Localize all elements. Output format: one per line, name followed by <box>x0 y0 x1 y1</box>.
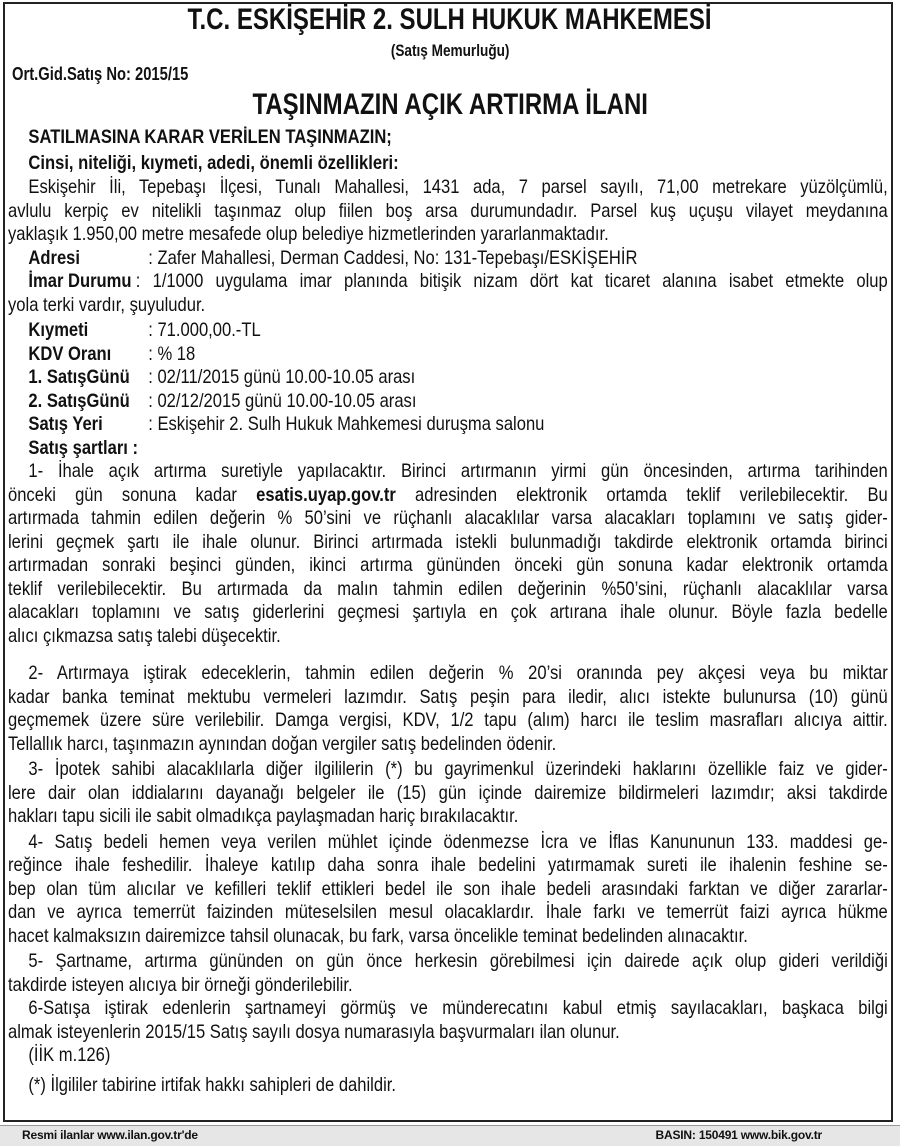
condition-3 <box>8 758 888 829</box>
text-line: kadar banka teminat mektubu vermeleri lazımdır. Satış peşin para iledir, alıcı istekte bulunursa (10) günü <box>8 685 888 708</box>
text-line: artırmada tahmin edilen değerin % 50’sini ve rüçhanlı alacaklılar varsa alacakları toplamını ve satış gider- <box>8 507 888 529</box>
law-reference: (İİK m.126) <box>28 1044 111 1066</box>
text-line: Tellallık harcı, taşınmazın aynından doğan vergiler satış bedelinden ödenir. <box>8 732 557 755</box>
text-line: 4- Satış bedeli hemen veya verilen mühlet içinde ödenmezse İcra ve İflas Kanununun 133. maddesi ge- <box>28 830 888 853</box>
text-line: 5- Şartname, artırma gününden on gün önce herkesin görebilmesi için dairede açık olup gideri verildiği <box>28 950 888 972</box>
text-line: reğince ihale feshedilir. İhaleye katılıp daha sonra ihale bedelini yatırmamak sureti ile ihalenin feshine se- <box>8 854 888 876</box>
condition-1-line: 1- İhale açık artırma suretiyle yapılacaktır. Birinci artırmanın yirmi gün öncesinden, artırma tarihinden <box>28 460 888 482</box>
text-line: 3- İpotek sahibi alacaklılarla diğer ilgililerin (*) bu gayrimenkul üzerindeki haklarını özellikle faiz ve gider- <box>28 758 888 780</box>
detail-vat: KDV Oranı : % 18 <box>28 342 196 365</box>
text-line: geçmemek üzere süre verilebilir. Damga vergisi, KDV, 1/2 tapu (alım) harcı ile teslim masrafları alıcıya aittir. <box>8 709 888 731</box>
text-line: lere dair olan iddialarını dayanağı belgeler ile (15) gün içinde dairemize bildirmeleri lazımdır; aksi takdirde <box>8 781 888 804</box>
text-line: Eskişehir İli, Tepebaşı İlçesi, Tunalı Mahallesi, 1431 ada, 7 parsel sayılı, 71,00 metrekare yüzölçümlü, <box>28 176 888 198</box>
court-title: T.C. ESKİŞEHİR 2. SULH HUKUK MAHKEMESİ <box>187 3 713 36</box>
esatis-link[interactable]: esatis.uyap.gov.tr <box>256 483 396 506</box>
text-line: almak isteyenlerin 2015/15 Satış sayılı dosya numarasıyla başvurmaları ilan olunur. <box>8 1020 620 1043</box>
text-line: lerini geçmek şartı ile ihale olunur. Birinci artırmada istekli bulunmadığı takdirde elektronik ortamda birinci <box>8 530 888 553</box>
detail-sale-date-2: 2. SatışGünü : 02/12/2015 günü 10.00-10.05 arası <box>28 389 417 412</box>
text-line: alıcı çıkmazsa satış talebi düşecektir. <box>8 624 281 647</box>
text-line: alacakları toplamını ve satış giderlerini geçmesi şartıyla en çok artırana ihale olunur. Böyle fazla bedelle <box>8 601 888 623</box>
file-number: Ort.Gid.Satış No: 2015/15 <box>12 64 189 84</box>
section-heading: SATILMASINA KARAR VERİLEN TAŞINMAZIN; <box>28 126 392 148</box>
conditions-heading: Satış şartları : <box>28 436 139 459</box>
text-line: hacet kalmaksızın dairemizce tahsil olunacak, bu fark, varsa öncelikle teminat bedelinden alınacaktır. <box>8 924 748 947</box>
property-description <box>8 176 888 247</box>
detail-sale-place: Satış Yeri : Eskişehir 2. Sulh Hukuk Mahkemesi duruşma salonu <box>28 413 545 435</box>
section-subheading: Cinsi, niteliği, kıymeti, adedi, önemli özellikleri: <box>28 152 399 174</box>
footer-ilan-link[interactable]: Resmi ilanlar www.ilan.gov.tr'de <box>22 1128 198 1142</box>
text-line: hakları tapu sicili ile sabit olmadıkça paylaşmadan hariç bırakılacaktır. <box>8 805 519 827</box>
text-line: dan ve ayrıca temerrüt faizinden müteselsilen mesul olacaklardır. İhale farkı ve temerrüt faizi ayrıca hükme <box>8 901 888 923</box>
detail-value: Kıymeti : 71.000,00.-TL <box>28 319 261 341</box>
condition-2 <box>8 662 888 756</box>
text-line: artırmadan sonraki beşinci günden, ikinci artırma gününden önceki gün sonuna kadar elektronik ortamda <box>8 554 888 576</box>
text-line: 2- Artırmaya iştirak edeceklerin, tahmin edilen değerin % 20’si oranında pey akçesi veya bu miktar <box>28 662 888 684</box>
detail-zoning: İmar Durumu : 1/1000 uygulama imar planında bitişik nizam dört kat ticaret alanına isabet etmekte olup <box>28 270 888 292</box>
notice-body <box>8 124 888 1097</box>
text-line: teklif verilebilecektir. Bu artırmada da malın tahmin edilen değerinin %50’sini, rüçhanlı alacaklılar varsa <box>8 577 888 600</box>
text-line: 6-Satışa iştirak edenlerin şartnameyi görmüş ve münderecatını kabul etmiş sayılacakları, başkaca bilgi <box>28 997 888 1019</box>
condition-1-line: önceki gün sonuna kadar esatis.uyap.gov.tr adresinden elektronik ortamda teklif verilebilecektir. Bu <box>8 483 888 506</box>
footer-press-info[interactable]: BASIN: 150491 www.bik.gov.tr <box>655 1128 822 1142</box>
notice-title: TAŞINMAZIN AÇIK ARTIRMA İLANI <box>252 88 648 121</box>
condition-5 <box>8 950 888 997</box>
text-line: avlulu kerpiç ev nitelikli taşınmaz olup fiilen boş arsa durumundadır. Parsel kuş uçuşu vilayet meydanına <box>8 199 888 222</box>
detail-address: Adresi : Zafer Mahallesi, Derman Caddesi, No: 131-Tepebaşı/ESKİŞEHİR <box>28 246 638 269</box>
office-subtitle: (Satış Memurluğu) <box>390 41 510 60</box>
condition-6 <box>8 997 888 1044</box>
footer-bar <box>0 1125 900 1146</box>
detail-sale-date-1: 1. SatışGünü : 02/11/2015 günü 10.00-10.05 arası <box>28 366 416 388</box>
footnote: (*) İlgililer tabirine irtifak hakkı sahipleri de dahildir. <box>28 1073 396 1096</box>
detail-zoning-cont: yola terki vardır, şuyuludur. <box>8 293 206 316</box>
condition-1 <box>8 507 888 648</box>
text-line: takdirde isteyen alıcıya bir örneği gönderilebilir. <box>8 973 353 996</box>
text-line: bep olan tüm alıcılar ve kefilleri teklif ettikleri bedel ile son ihale bedeli arasındaki farktan ve diğer zararlar- <box>8 877 888 900</box>
condition-4 <box>8 831 888 949</box>
text-line: yaklaşık 1.950,00 metre mesafede olup belediye hizmetlerinden yararlanmaktadır. <box>8 223 609 245</box>
